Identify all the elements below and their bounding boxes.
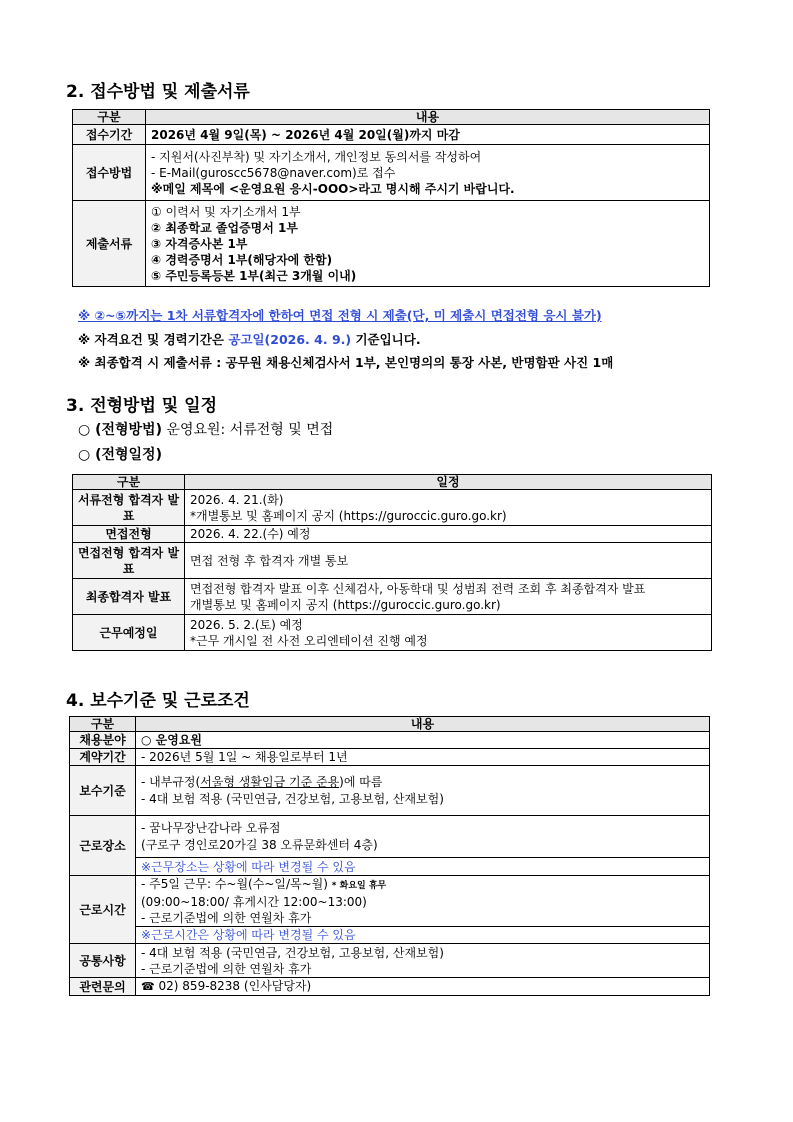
screening-method: [78, 419, 333, 439]
doc-item: ② 최종학교 졸업증명서 1부: [151, 220, 298, 235]
header-content: 내용: [146, 110, 710, 125]
note-final-docs: ※ 최종합격 시 제출서류 : 공무원 채용신체검사서 1부, 본인명의의 통장 사본, 반명함판 사진 1매: [78, 355, 614, 370]
common-label: 공통사항: [70, 944, 136, 978]
schedule-label: 면접전형: [73, 526, 185, 543]
header-schedule: 일정: [185, 475, 712, 490]
contact-text: 02) 859-8238 (인사담당자): [158, 979, 312, 993]
time-text: - 주5일 근무: 수~월(수~일/목~월): [141, 877, 332, 891]
doc-item: ① 이력서 및 자기소개서 1부: [151, 204, 301, 219]
doc-item: ⑤ 주민등록등본 1부(최근 3개월 이내): [151, 268, 357, 283]
submission-table: [72, 109, 710, 287]
schedule-table: [72, 474, 712, 651]
header-content: 내용: [136, 717, 710, 732]
schedule-line: 개별통보 및 홈페이지 공지 (https://guroccic.guro.go.kr): [190, 597, 501, 612]
common-line: - 근로기준법에 의한 연월차 휴가: [141, 961, 312, 976]
schedule-line: *개별통보 및 홈페이지 공지 (https://guroccic.guro.go.kr): [190, 508, 507, 523]
schedule-cell: 2026. 4. 22.(수) 예정: [185, 526, 712, 543]
method-cell: [146, 145, 710, 201]
conditions-table: [69, 716, 710, 996]
section-2-title: 2. 접수방법 및 제출서류: [66, 82, 250, 102]
pay-text: - 내부규정(: [141, 774, 201, 789]
common-line: - 4대 보험 적용 (국민연금, 건강보험, 고용보험, 산재보험): [141, 945, 444, 960]
method-line: - E-Mail(guroscc5678@naver.com)로 접수: [151, 165, 396, 180]
period-label: 접수기간: [73, 125, 146, 145]
note-qualification-text: ※ 자격요건 및 경력기간은: [78, 332, 229, 347]
place-line: - 꿈나무장난감나라 오류점: [141, 820, 281, 835]
contact-label: 관련문의: [70, 978, 136, 996]
schedule-cell: [185, 615, 712, 651]
common-cell: [136, 944, 710, 978]
schedule-cell: [185, 490, 712, 526]
note-interview-docs: ※ ②~⑤까지는 1차 서류합격자에 한하여 면접 전형 시 제출(단, 미 제출시 면접전형 응시 불가): [78, 308, 602, 323]
time-holiday: * 화요일 휴무: [331, 881, 387, 891]
note-announcement-date: 공고일(2026. 4. 9.): [228, 332, 352, 347]
period-text: 2026년 4월 9일(목) ~ 2026년 4월 20일(월)까지 마감: [146, 125, 710, 145]
contract-label: 계약기간: [70, 749, 136, 766]
time-line: (09:00~18:00/ 휴게시간 12:00~13:00): [141, 895, 367, 909]
schedule-label: 근무예정일: [73, 615, 185, 651]
method-label: 접수방법: [73, 145, 146, 201]
schedule-line: 2026. 4. 21.(화): [190, 492, 284, 507]
schedule-line: 2026. 5. 2.(토) 예정: [190, 617, 303, 632]
doc-item: ③ 자격증사본 1부: [151, 236, 248, 251]
screening-schedule-heading: ○ (전형일정): [78, 447, 162, 463]
pay-cell: [136, 766, 710, 816]
phone-icon: ☎: [141, 980, 155, 993]
schedule-label: 서류전형 합격자 발표: [73, 490, 185, 526]
pay-line: - 4대 보험 적용 (국민연금, 건강보험, 고용보험, 산재보험): [141, 791, 444, 806]
screening-method-text: 운영요원: 서류전형 및 면접: [161, 422, 334, 438]
docs-label: 제출서류: [73, 201, 146, 287]
section-3-title: 3. 전형방법 및 일정: [66, 396, 217, 416]
time-label: 근로시간: [70, 876, 136, 944]
schedule-cell: [185, 579, 712, 615]
schedule-line: 면접전형 합격자 발표 이후 신체검사, 아동학대 및 성범죄 전력 조회 후 최종합격자 발표: [190, 581, 646, 596]
place-label: 근로장소: [70, 816, 136, 876]
schedule-label: 면접전형 합격자 발표: [73, 543, 185, 579]
field-text: ○ 운영요원: [136, 732, 710, 749]
time-line: - 근로기준법에 의한 연월차 휴가: [141, 911, 312, 925]
contract-text: - 2026년 5월 1일 ~ 채용일로부터 1년: [136, 749, 710, 766]
schedule-line: *근무 개시일 전 사전 오리엔테이션 진행 예정: [190, 633, 428, 648]
pay-line: [141, 774, 704, 791]
note-qualification-suffix: 기준입니다.: [351, 332, 421, 347]
time-line: [141, 876, 704, 894]
pay-text: )에 따름: [339, 774, 383, 789]
doc-item: ④ 경력증명서 1부(해당자에 한함): [151, 252, 333, 267]
method-line: - 지원서(사진부착) 및 자기소개서, 개인정보 동의서를 작성하여: [151, 149, 482, 164]
screening-method-bullet: ○ (전형방법): [78, 422, 162, 438]
time-note: ※근로시간은 상황에 따라 변경될 수 있음: [136, 927, 710, 944]
pay-standard: 서울형 생활임금 기준 준용: [200, 774, 340, 789]
header-category: 구분: [73, 475, 185, 490]
schedule-cell: 면접 전형 후 합격자 개별 통보: [185, 543, 712, 579]
place-line: (구로구 경인로20가길 38 오류문화센터 4층): [141, 837, 378, 852]
place-cell: [136, 816, 710, 858]
section-4-title: 4. 보수기준 및 근로조건: [66, 691, 250, 711]
note-qualification: [78, 330, 421, 348]
method-line: ※메일 제목에 <운영요원 응시-OOO>라고 명시해 주시기 바랍니다.: [151, 181, 515, 196]
contact-cell: [136, 978, 710, 996]
field-label: 채용분야: [70, 732, 136, 749]
header-category: 구분: [73, 110, 146, 125]
schedule-label: 최종합격자 발표: [73, 579, 185, 615]
header-category: 구분: [70, 717, 136, 732]
time-cell: [136, 876, 710, 927]
docs-cell: [146, 201, 710, 287]
place-note: ※근무장소는 상황에 따라 변경될 수 있음: [136, 858, 710, 876]
pay-label: 보수기준: [70, 766, 136, 816]
